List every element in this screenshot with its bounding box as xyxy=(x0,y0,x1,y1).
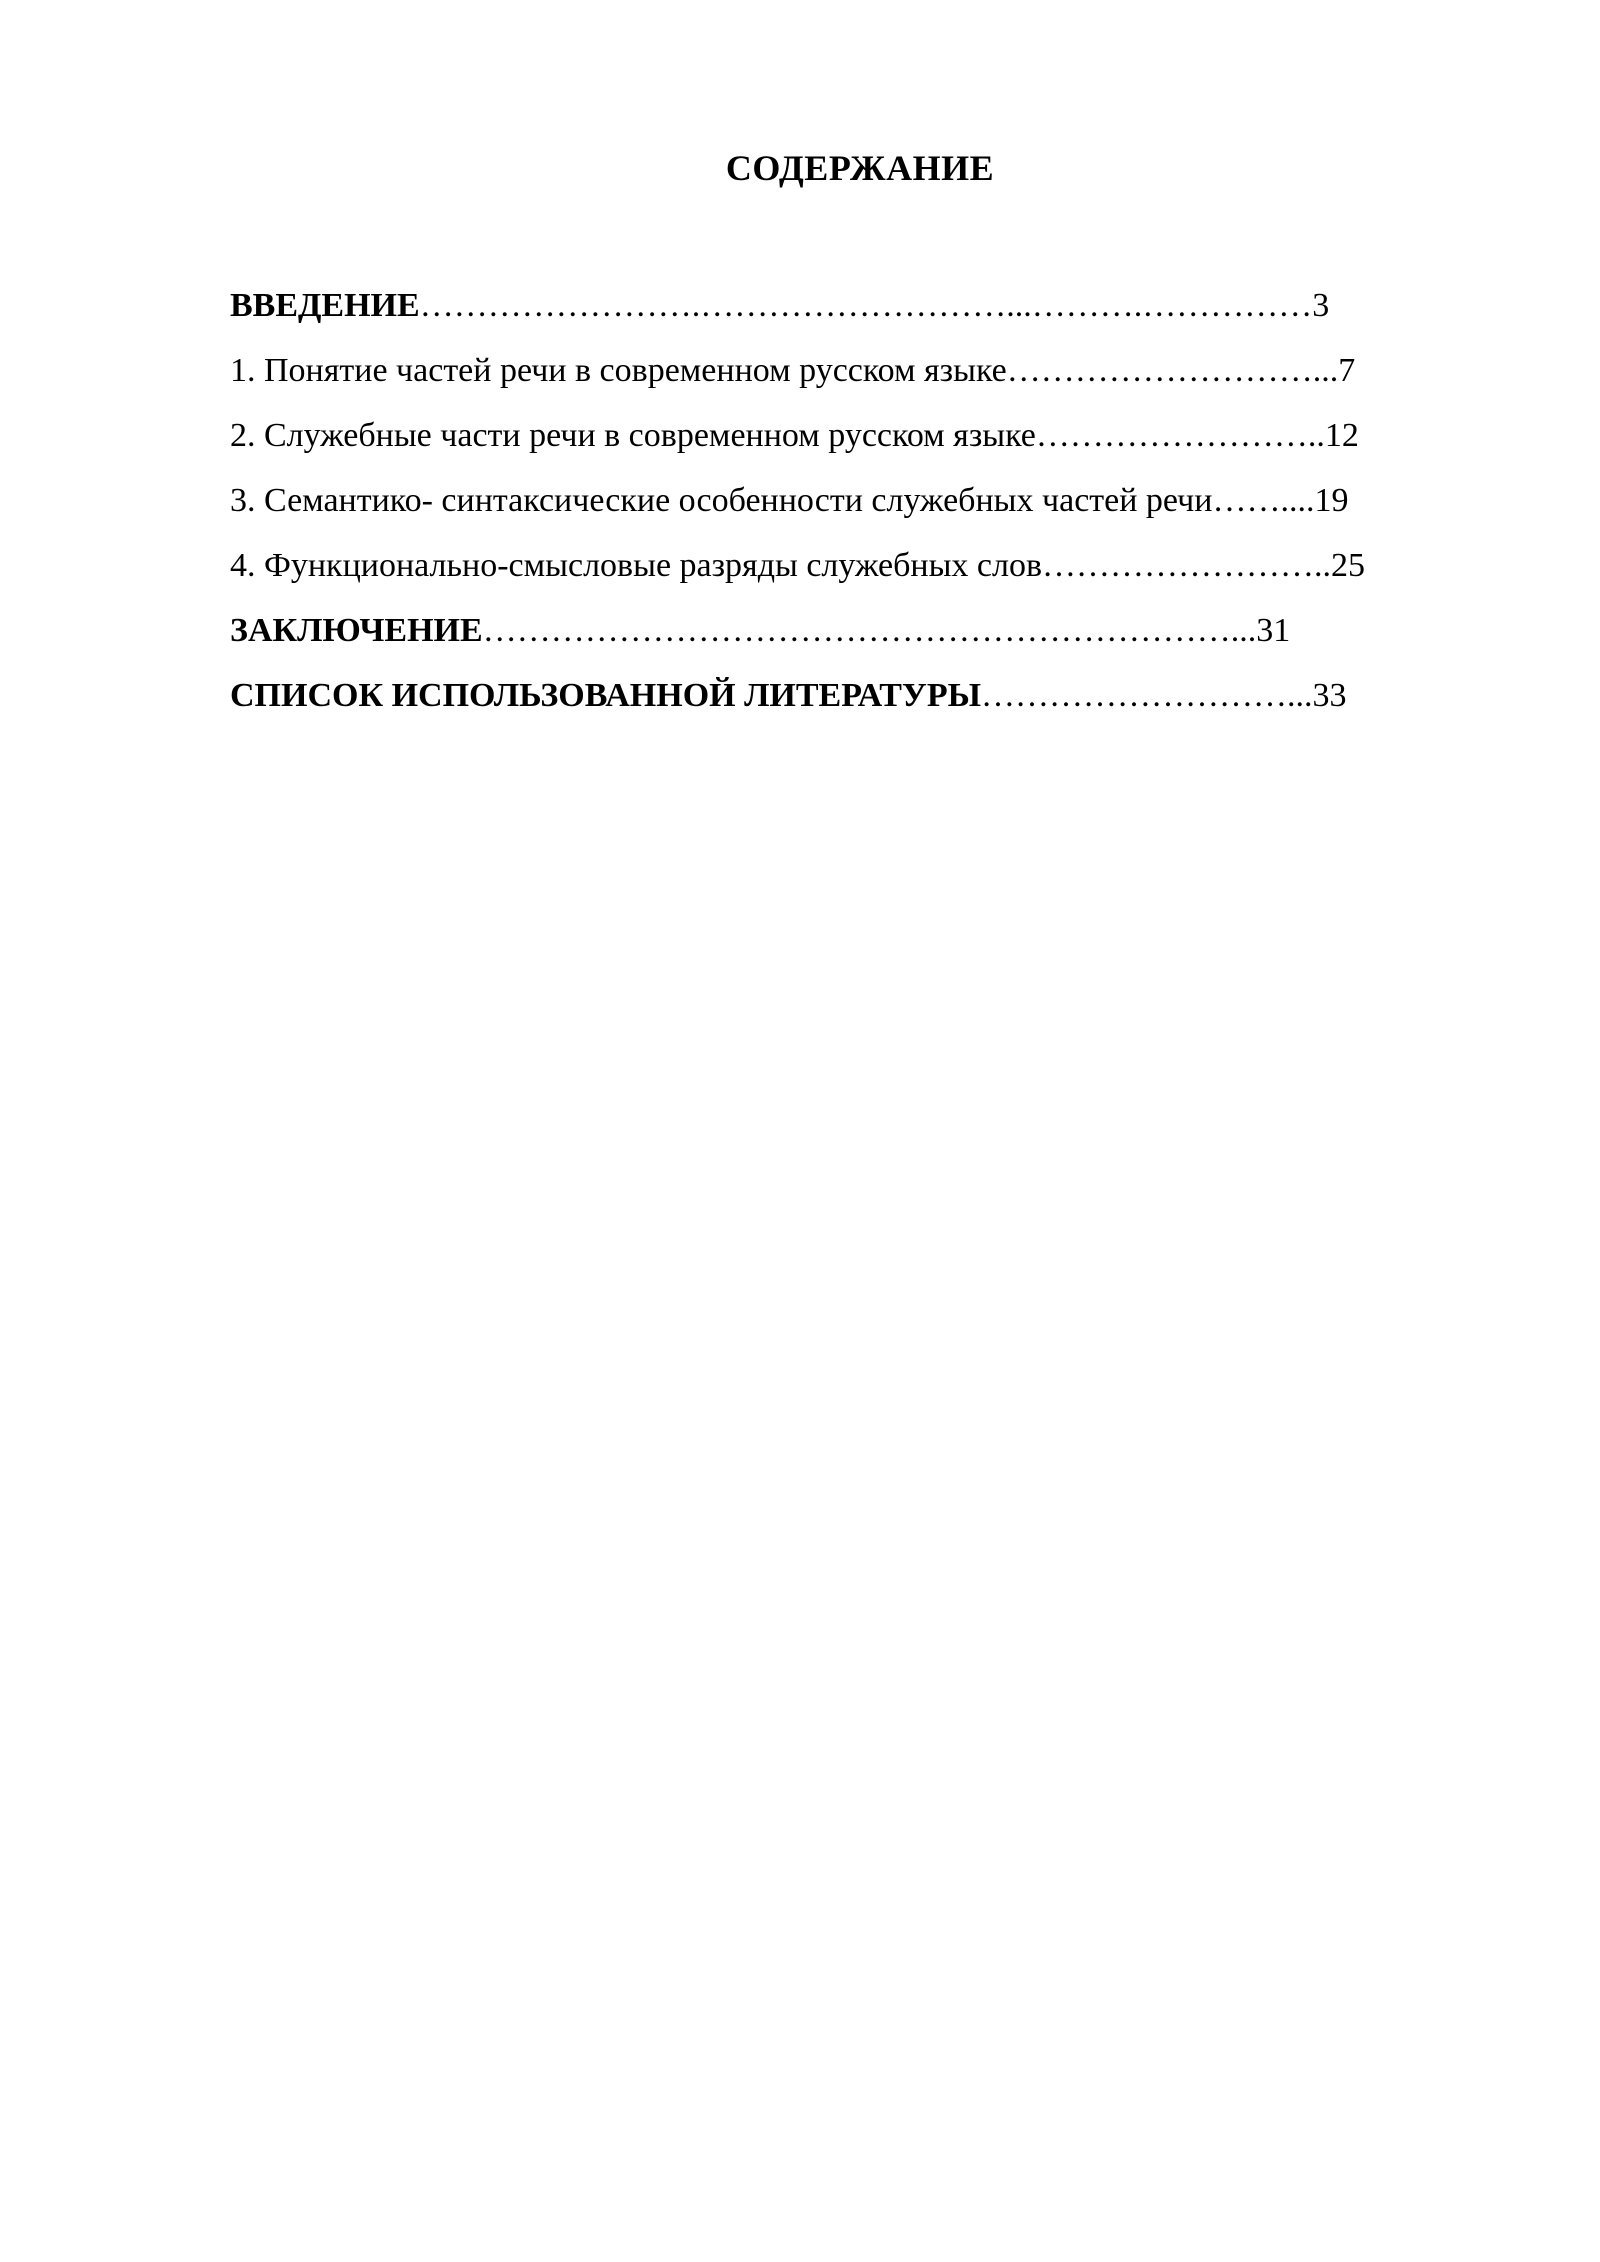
toc-entry-page: 19 xyxy=(1314,482,1349,519)
toc-entry-leader: …………………….. xyxy=(1042,547,1332,584)
page-title: СОДЕРЖАНИЕ xyxy=(725,148,995,188)
toc-entry-chapter-1 xyxy=(230,348,1530,413)
toc-entry-title: ЗАКЛЮЧЕНИЕ xyxy=(230,612,483,649)
toc-entry-title: 1. Понятие частей речи в современном русском языке xyxy=(230,352,1007,389)
toc-entry-leader: …………………….………………………...……….…………… xyxy=(419,287,1313,324)
toc-entry-chapter-2 xyxy=(230,413,1530,478)
toc-entry-leader: …………………….. xyxy=(1035,417,1325,454)
toc-entry-page: 33 xyxy=(1312,677,1347,714)
toc-entry-page: 12 xyxy=(1324,417,1359,454)
toc-entry-leader: …….... xyxy=(1212,482,1315,519)
toc-entry-bibliography xyxy=(230,673,1530,738)
toc-entry-leader: …………………………………………………………... xyxy=(482,612,1257,649)
toc-entry-conclusion xyxy=(230,608,1530,673)
toc-entry-leader: ………………………... xyxy=(1006,352,1339,389)
toc-entry-chapter-4 xyxy=(230,543,1530,608)
toc-entry-title: СПИСОК ИСПОЛЬЗОВАННОЙ ЛИТЕРАТУРЫ xyxy=(230,677,981,714)
toc-entry-page: 3 xyxy=(1312,287,1330,324)
toc-entry-leader: ………………………... xyxy=(981,677,1313,714)
toc-entry-page: 25 xyxy=(1331,547,1366,584)
table-of-contents xyxy=(230,283,1530,738)
toc-entry-page: 7 xyxy=(1338,352,1356,389)
toc-entry-title: 2. Служебные части речи в современном русском языке xyxy=(230,417,1036,454)
toc-entry-page: 31 xyxy=(1256,612,1291,649)
toc-entry-chapter-3 xyxy=(230,478,1530,543)
toc-entry-title: 4. Функционально-смысловые разряды служебных слов xyxy=(230,547,1043,584)
toc-entry-introduction xyxy=(230,283,1530,348)
toc-entry-title: ВВЕДЕНИЕ xyxy=(230,287,420,324)
toc-entry-title: 3. Семантико- синтаксические особенности служебных частей речи xyxy=(230,482,1213,519)
